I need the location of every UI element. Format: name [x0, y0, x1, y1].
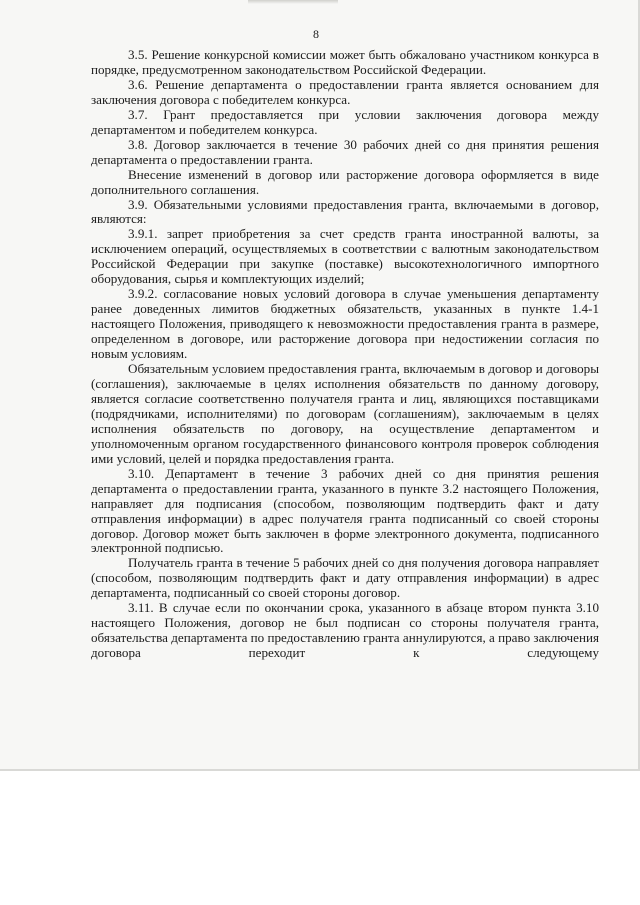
paragraph-3-8: 3.8. Договор заключается в течение 30 рабочих дней со дня принятия решения департамента о предоставлении гранта.: [91, 136, 599, 167]
paragraph-3-11: 3.11. В случае если по окончании срока, указанного в абзаце втором пункта 3.10 настоящего Положения, договор не был подписан со стороны получателя гранта, обязательства департамента по предоставлению гранта аннулируются, а право заключения договора переходит к следующему: [91, 600, 599, 661]
paragraph-3-10: 3.10. Департамент в течение 3 рабочих дней со дня принятия решения департамента о предоставлении гранта, указанного в пункте 3.2 настоящего Положения, направляет для подписания (способом, позволяющим подтвердить факт и дату отправления информации) в адрес получателя гранта подписанный со своей стороны договор. Договор может быть заключен в форме электронного документа, подписанного электронной подписью.: [91, 465, 599, 556]
paragraph-3-6: 3.6. Решение департамента о предоставлении гранта является основанием для заключения договора с победителем конкурса.: [91, 76, 599, 107]
page-number: 8: [313, 27, 319, 41]
paragraph-3-9-2: 3.9.2. согласование новых условий договора в случае уменьшения департаменту ранее доведенных лимитов бюджетных обязательств, указанных в пункте 1.4-1 настоящего Положения, приводящего к невозможности предоставления гранта в размере, определенном в договоре, или расторжение договора при недостижении согласия по новым условиям.: [91, 286, 599, 362]
paragraph-3-7: 3.7. Грант предоставляется при условии заключения договора между департаментом и победителем конкурса.: [91, 106, 599, 137]
scan-artifact: [248, 0, 338, 4]
paragraph-3-9-1: 3.9.1. запрет приобретения за счет средств гранта иностранной валюты, за исключением операций, осуществляемых в соответствии с валютным законодательством Российской Федерации при закупке (поставке) высокотехнологичного импортного оборудования, сырья и комплектующих изделий;: [91, 226, 599, 287]
paragraph-3-9: 3.9. Обязательными условиями предоставления гранта, включаемыми в договор, являются:: [91, 196, 599, 227]
paragraph-mandatory-condition: Обязательным условием предоставления гранта, включаемым в договор и договоры (соглашения), заключаемые в целях исполнения обязательств по данному договору, является согласие соответственно получателя гранта и лиц, являющихся поставщиками (подрядчиками, исполнителями) по договорам (соглашениям), заключаемым в целях исполнения обязательств по договору, на осуществление департаментом и уполномоченным органом государственного финансового контроля проверок соблюдения ими условий, целей и порядка предоставления гранта.: [91, 361, 599, 466]
document-body: [91, 48, 599, 661]
paragraph-recipient-signing: Получатель гранта в течение 5 рабочих дней со дня получения договора направляет (способом, позволяющим подтвердить факт и дату отправления информации) в адрес департамента, подписанный со своей стороны договор.: [91, 555, 599, 601]
paragraph-3-5: 3.5. Решение конкурсной комиссии может быть обжаловано участником конкурса в порядке, предусмотренном законодательством Российской Федерации.: [91, 47, 599, 77]
paragraph-amendments: Внесение изменений в договор или расторжение договора оформляется в виде дополнительного соглашения.: [91, 166, 599, 197]
